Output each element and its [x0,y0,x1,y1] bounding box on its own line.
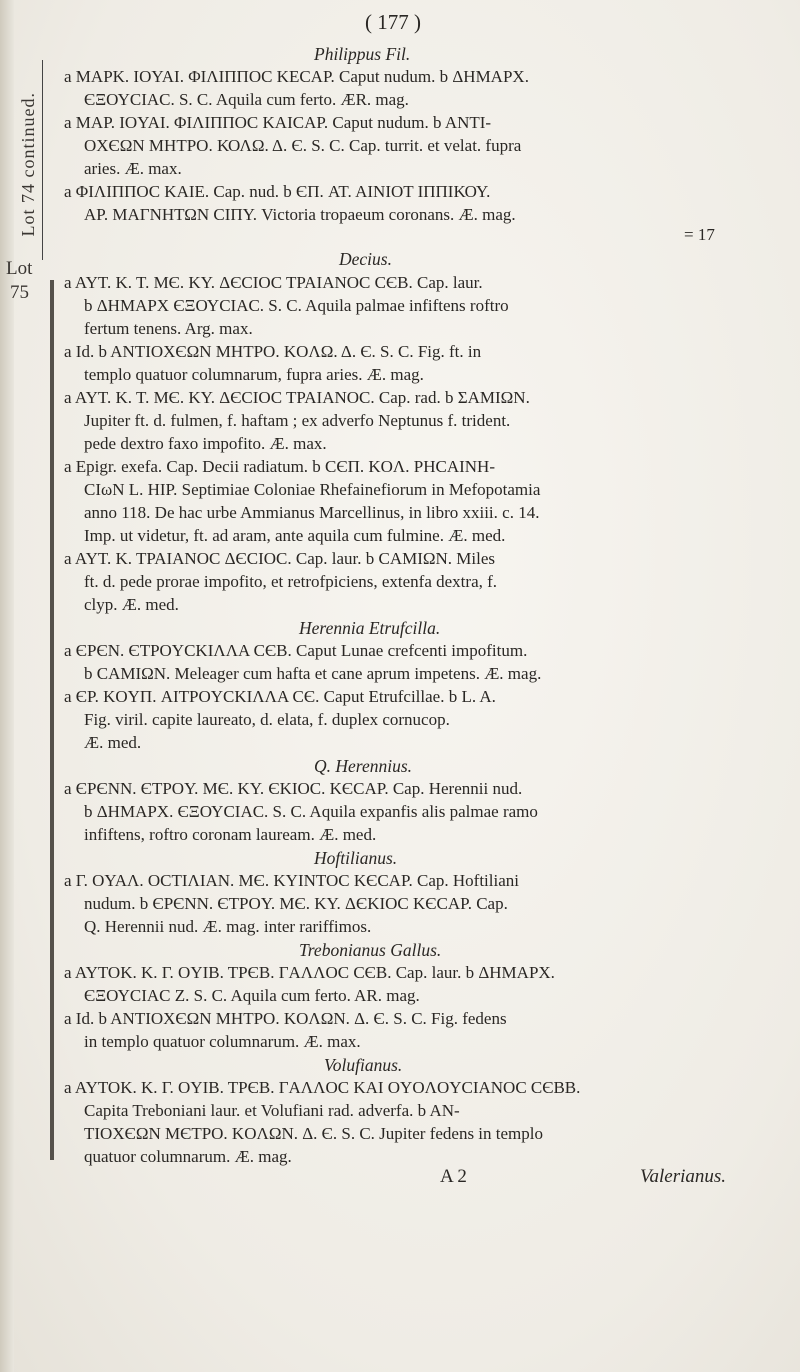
text-line: a Id. b ANTIOXЄΩN MHTPO. KOΛΩN. Δ. Є. S. C. Fig. fedens [64,1009,507,1028]
section-heading: Trebonianus Gallus. [299,940,442,960]
margin-lot-number: 75 [10,282,29,303]
text-line: b CAMIΩN. Meleager cum hafta et cane aprum impetens. Æ. mag. [84,664,542,683]
margin-brace [42,60,46,260]
text-line: Jupiter ft. d. fulmen, f. haftam ; ex adverfo Neptunus f. trident. [84,411,511,430]
text-line: Imp. ut videtur, ft. ad aram, ante aquila cum fulmine. Æ. med. [84,526,506,545]
margin-lot-label: Lot [6,258,33,279]
text-line: a AYT. K. T. MЄ. KY. ΔЄCIOC TPAIANOC. Cap. rad. b ΣΑΜΙΩΝ. [64,388,530,407]
section-heading: Philippus Fil. [314,44,411,64]
catchword: Valerianus. [640,1166,727,1187]
text-line: infiftens, roftro coronam lauream. Æ. med. [84,825,377,844]
text-line: pede dextro faxo impofito. Æ. max. [84,434,327,453]
text-line: ЄΞΟΥCIAC Z. S. C. Aquila cum ferto. AR. mag. [84,986,420,1005]
text-line: in templo quatuor columnarum. Æ. max. [84,1032,361,1051]
text-line: AP. MAΓΝΗΤΩΝ CIΠΥ. Victoria tropaeum coronans. Æ. mag. [84,205,516,224]
text-line: quatuor columnarum. Æ. mag. [84,1147,292,1166]
text-line: templo quatuor columnarum, fupra aries. Æ. mag. [84,365,424,384]
section-heading: Q. Herennius. [314,756,413,776]
section-heading: Hoftilianus. [314,848,398,868]
text-line: a MAPK. IOYAI. ΦΙΛΙΠΠΟC KECAP. Caput nudum. b ΔΗΜΑΡΧ. [64,67,529,86]
page-number: ( 177 ) [365,10,421,34]
margin-vertical-note: Lot 74 continued. [18,92,38,237]
text-line: a ЄP. KOΥΠ. AITPOYCKIΛΛA CЄ. Caput Etrufcillae. b L. A. [64,687,496,706]
text-line: aries. Æ. max. [84,159,182,178]
text-line: nudum. b ЄPЄNN. ЄTPOY. MЄ. KY. ΔЄKIOC KЄCAP. Cap. [84,894,508,913]
text-line: a Epigr. exefa. Cap. Decii radiatum. b CЄΠ. KOΛ. PHCAINH- [64,457,495,476]
text-line: a AYTOK. K. Γ. OYIB. TPЄB. ΓAΛΛOC CЄB. Cap. laur. b ΔΗΜΑΡΧ. [64,963,555,982]
text-line: anno 118. De hac urbe Ammianus Marcellinus, in libro xxiii. c. 14. [84,503,540,522]
text-line: clyp. Æ. med. [84,595,179,614]
text-line: a AYT. K. TPAIANOC ΔЄCIOC. Cap. laur. b CAMIΩN. Miles [64,549,496,568]
section-heading: Herennia Etrufcilla. [299,618,441,638]
text-line: a ЄPЄN. ЄTPOYCKIΛΛA CЄB. Caput Lunae crefcenti impofitum. [64,641,528,660]
text-line: a AYTOK. K. Γ. OYIB. TPЄB. ΓAΛΛOC KAI OYOΛOYCIANOC CЄBB. [64,1078,581,1097]
text-line: a MAP. IOYAI. ΦΙΛΙΠΠΟC KAICAP. Caput nudum. b ANTI- [64,113,492,132]
margin-rule [50,280,54,1160]
text-line: ЄΞΟΥCIAC. S. C. Aquila cum ferto. ÆR. mag. [84,90,409,109]
text-line: a Γ. OYAΛ. OCTIΛIAN. MЄ. KYINTOC KЄCAP. Cap. Hoftiliani [64,871,519,890]
book-spine [0,0,14,1372]
text-line: ΟΧЄΩΝ ΜΗΤΡΟ. ΚΟΛΩ. Δ. Є. S. C. Cap. turrit. et velat. fupra [84,136,522,155]
text-line: a ЄPЄNN. ЄTPOY. MЄ. KY. ЄKIOC. KЄCAP. Cap. Herennii nud. [64,779,523,798]
section-heading: Volufianus. [324,1055,403,1075]
text-line: a Id. b ANTIOXЄΩN MHTPO. KOΛΩ. Δ. Є. S. C. Fig. ft. in [64,342,482,361]
text-line: b ΔΗΜΑΡΧ. ЄΞΟΥCIAC. S. C. Aquila expanfis alis palmae ramo [84,802,538,821]
text-line: ft. d. pede prorae impofito, et retrofpiciens, extenfa dextra, f. [84,572,498,591]
signature-mark: A 2 [440,1166,467,1187]
section-heading: Decius. [339,249,392,269]
text-line: Æ. med. [84,733,142,752]
text-line: TIOXЄΩN MЄTPO. KOΛΩN. Δ. Є. S. C. Jupiter fedens in templo [84,1124,543,1143]
text-line: b ΔΗΜΑΡΧ ЄΞΟΥCIAC. S. C. Aquila palmae infiftens roftro [84,296,509,315]
text-line: a ΦΙΛΙΠΠΟC KAIE. Cap. nud. b ЄΠ. AT. AINIOT ΙΠΠΙΚΟΥ. [64,182,491,201]
text-line: Capita Treboniani laur. et Volufiani rad. adverfa. b AN- [84,1101,460,1120]
text-line: Q. Herennii nud. Æ. mag. inter rariffimos. [84,917,372,936]
text-line: a AYT. K. T. MЄ. KY. ΔЄCIOC TPAIANOC CЄB. Cap. laur. [64,273,483,292]
text-line: fertum tenens. Arg. max. [84,319,253,338]
text-line: CIωN L. HIP. Septimiae Coloniae Rhefainefiorum in Mefopotamia [84,480,541,499]
text-line: = 17 [684,225,715,244]
text-line: Fig. viril. capite laureato, d. elata, f. duplex cornucop. [84,710,450,729]
